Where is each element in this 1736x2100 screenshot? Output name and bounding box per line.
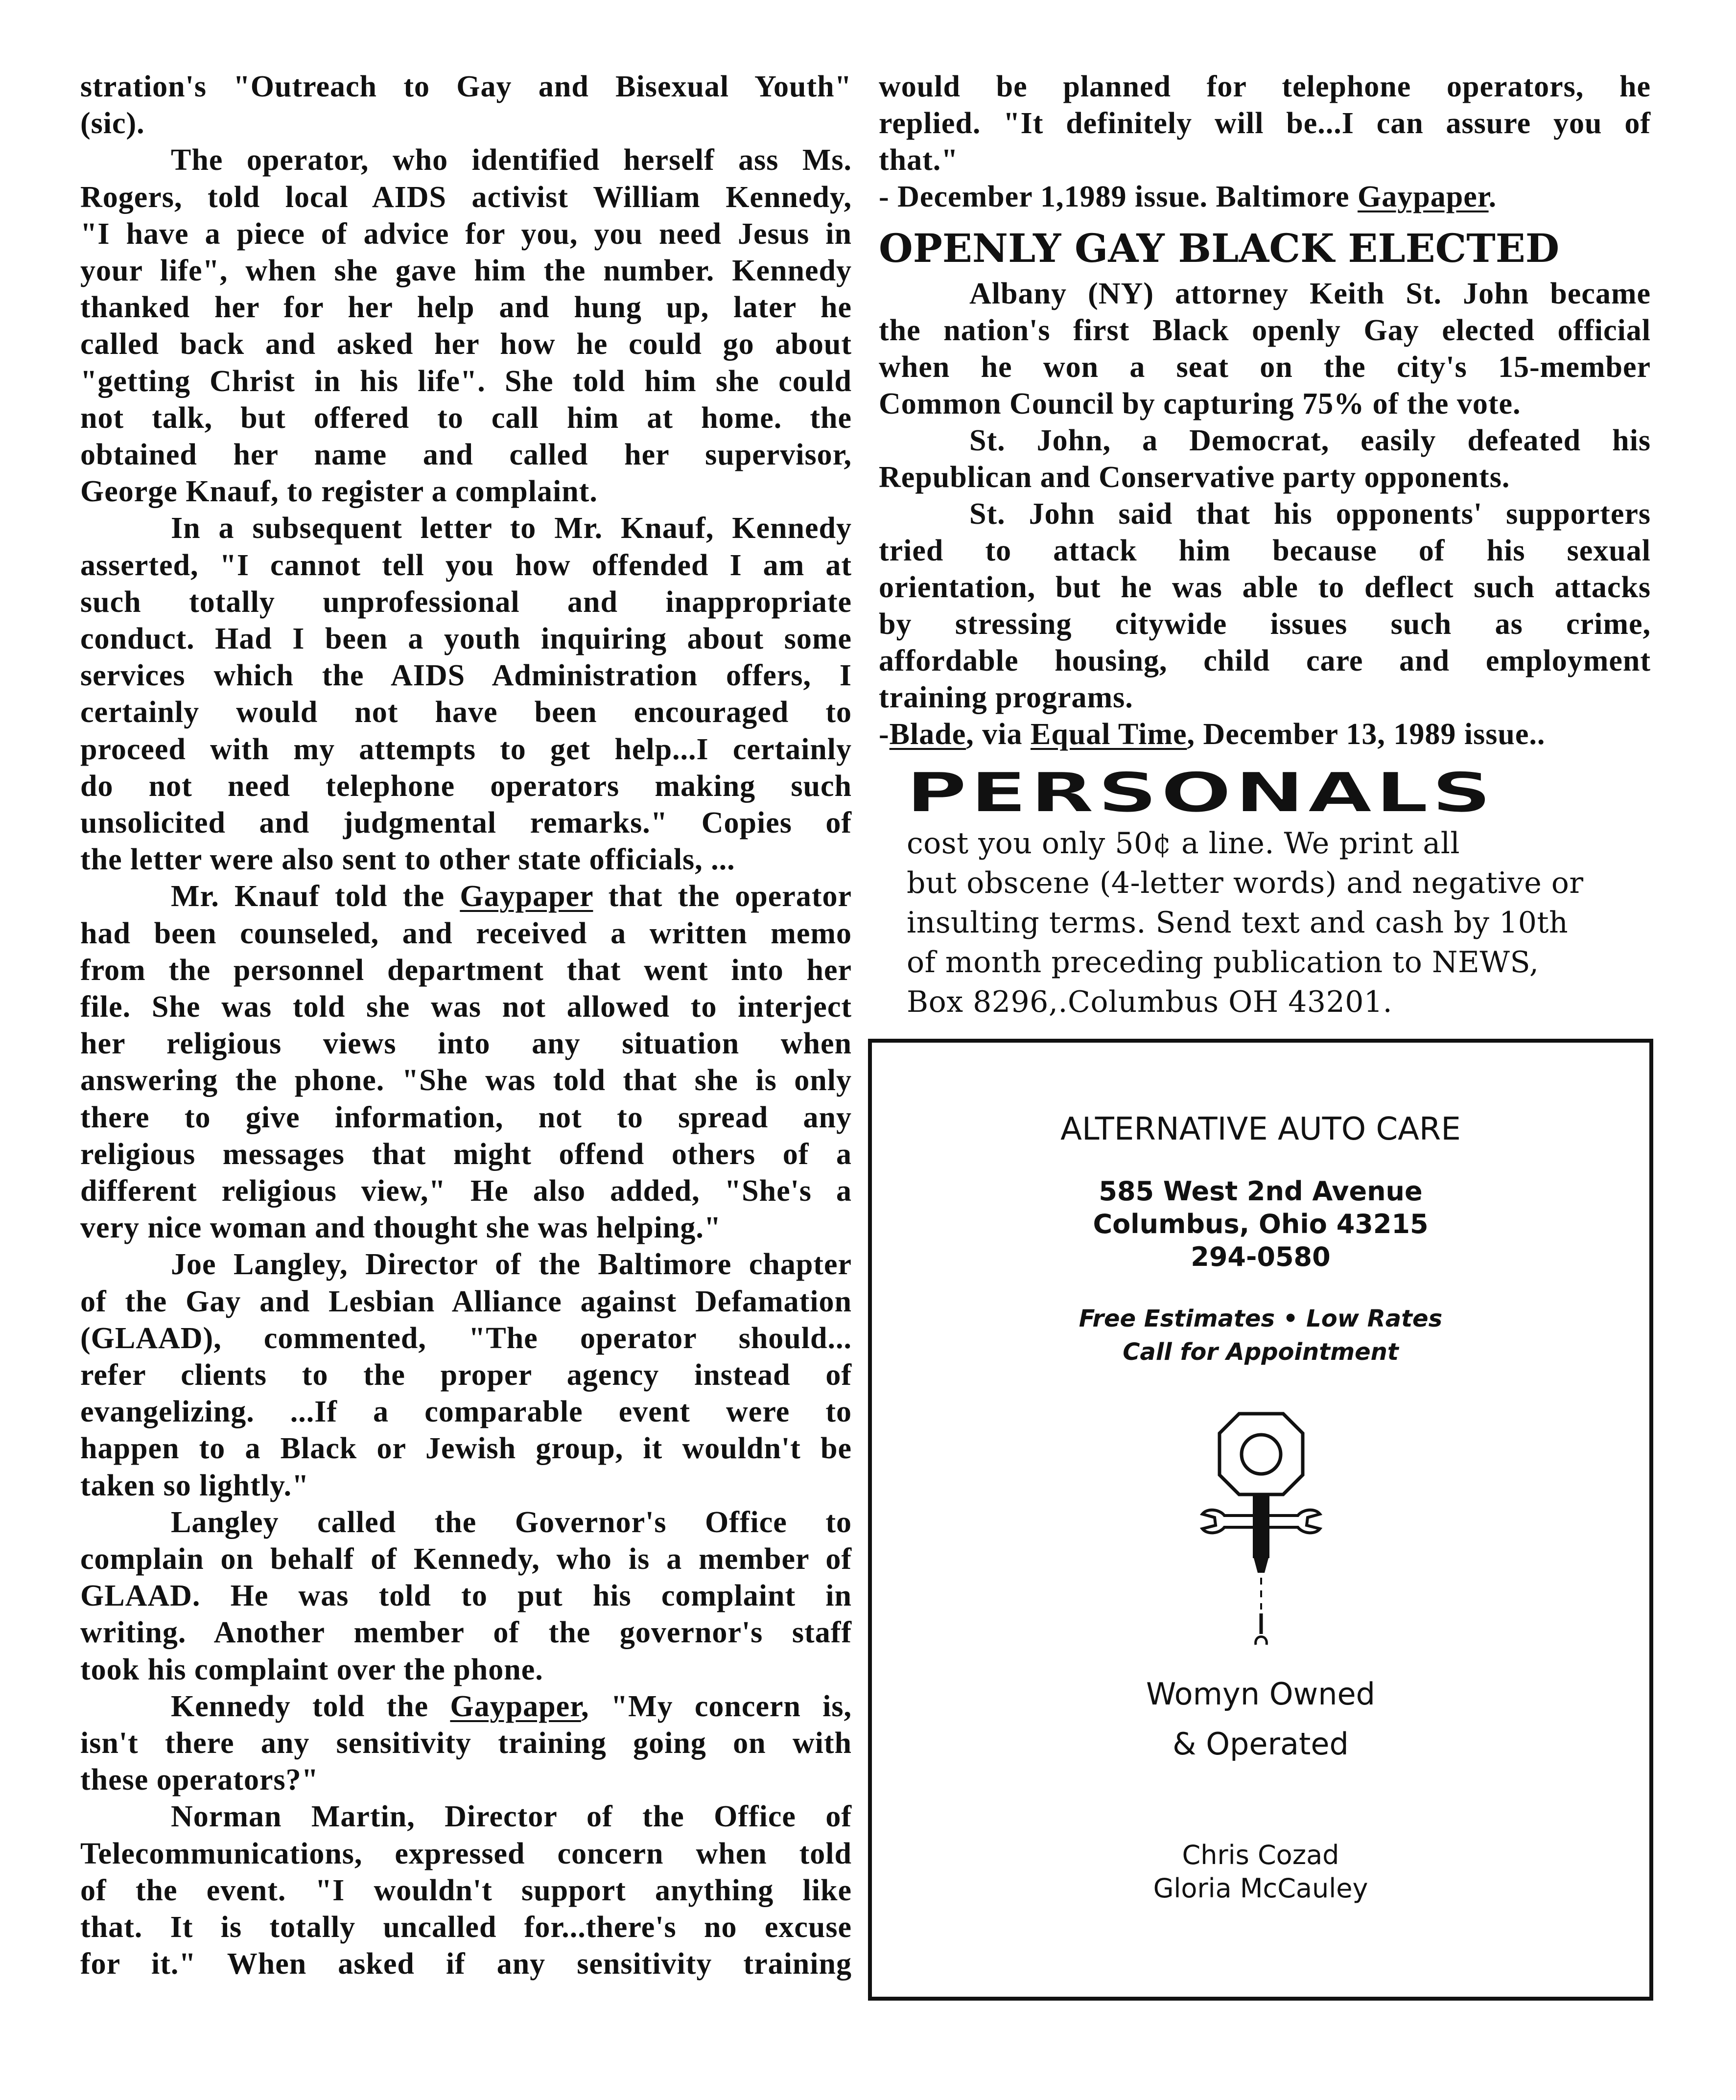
text-line: affordable housing, child care and employment [879,644,1651,677]
text-line: your life", when she gave him the number. Kennedy [80,254,852,287]
text-segment: . [1488,180,1497,213]
text-line: called back and asked her how he could go about [80,327,852,361]
text-line [879,716,1651,753]
text-line: complain on behalf of Kennedy, who is a member of [80,1542,852,1576]
text-line: isn't there any sensitivity training going on with [80,1727,852,1760]
text-line: services which the AIDS Administration offers, I [80,659,852,693]
text-line: stration's "Outreach to Gay and Bisexual Youth" [80,70,852,103]
text-segment: - December 1,1989 issue. Baltimore [879,180,1358,213]
publication-name: Blade [889,718,966,751]
text-line: these operators?" [80,1763,319,1797]
text-segment: that the operator [593,880,852,913]
text-line: such totally unprofessional and inappropriate [80,585,852,619]
text-line: tried to attack him because of his sexual [879,534,1651,567]
text-line: George Knauf, to register a complaint. [80,475,598,509]
personals-line: Box 8296,.Columbus OH 43201. [907,985,1393,1019]
headline-openly-gay-black-elected: OPENLY GAY BLACK ELECTED [879,225,1560,271]
text-line: answering the phone. "She was told that she is only [80,1064,852,1097]
personals-text [907,824,1584,1022]
text-line: obtained her name and called her supervisor, [80,438,852,471]
text-line: (sic). [80,107,145,140]
text-line: from the personnel department that went into her [80,953,852,987]
text-line: Joe Langley, Director of the Baltimore chapter [171,1248,852,1282]
text-line: for it." When asked if any sensitivity training [80,1947,852,1981]
text-line: do not need telephone operators making such [80,769,852,803]
text-line: would be planned for telephone operators, he [879,70,1651,103]
auto-care-advertisement [868,1039,1653,2001]
text-line: In a subsequent letter to Mr. Knauf, Kennedy [171,512,852,545]
text-line: file. She was told she was not allowed to interject [80,990,852,1024]
text-line: orientation, but he was able to deflect such attacks [879,571,1651,604]
text-line: conduct. Had I been a youth inquiring about some [80,622,852,655]
text-line: training programs. [879,681,1133,714]
publication-name: Gaypaper [450,1689,581,1723]
text-segment: - [879,718,890,751]
text-line: different religious view," He also added, "She's a [80,1174,852,1208]
text-line: evangelizing. ...If a comparable event were to [80,1395,852,1429]
personals-line: of month preceding publication to NEWS, [907,945,1539,980]
text-segment: , December 13, 1989 issue.. [1187,718,1546,751]
ad-address-street: 585 West 2nd Avenue [1099,1176,1423,1207]
text-line: of the event. "I wouldn't support anything like [80,1873,852,1907]
text-line: had been counseled, and received a written memo [80,916,852,950]
text-line: certainly would not have been encouraged to [80,696,852,729]
text-line: Norman Martin, Director of the Office of [171,1800,852,1834]
text-line [80,878,852,915]
text-line: Republican and Conservative party opponents. [879,461,1510,494]
text-line: not talk, but offered to call him at home. the [80,401,852,435]
text-line: Telecommunications, expressed concern when told [80,1837,852,1870]
text-line: (GLAAD), commented, "The operator should... [80,1321,852,1355]
text-segment: , "My concern is, [581,1689,852,1723]
text-line: her religious views into any situation when [80,1027,852,1061]
ad-owner-name: Chris Cozad [1182,1840,1339,1870]
ad-phone: 294-0580 [1191,1241,1331,1272]
text-line: by stressing citywide issues such as crime, [879,607,1651,641]
venus-wrench-icon [1195,1404,1327,1649]
ad-address-city: Columbus, Ohio 43215 [1093,1209,1429,1239]
text-line: writing. Another member of the governor's staff [80,1616,852,1650]
text-segment: Kennedy told the [171,1689,450,1723]
personals-line: insulting terms. Send text and cash by 10th [907,906,1569,940]
ad-owner-name: Gloria McCauley [1153,1873,1368,1904]
text-line [879,179,1651,215]
text-line: GLAAD. He was told to put his complaint in [80,1579,852,1613]
text-line: Common Council by capturing 75% of the vote. [879,387,1521,420]
text-line: proceed with my attempts to get help...I certainly [80,732,852,766]
text-line [80,1688,852,1725]
text-line: happen to a Black or Jewish group, it wouldn't be [80,1432,852,1466]
text-line: Langley called the Governor's Office to [171,1505,852,1539]
text-line: asserted, "I cannot tell you how offended I am at [80,548,852,582]
text-line: took his complaint over the phone. [80,1653,543,1686]
personals-line: cost you only 50¢ a line. We print all [907,826,1460,861]
text-line: taken so lightly." [80,1469,309,1502]
text-line: St. John, a Democrat, easily defeated his [969,424,1651,457]
text-line: the letter were also sent to other state officials, ... [80,843,735,877]
text-line: very nice woman and thought she was helping." [80,1211,722,1245]
text-line: the nation's first Black openly Gay elected official [879,314,1651,347]
text-line: when he won a seat on the city's 15-member [879,350,1651,384]
text-line: "I have a piece of advice for you, you need Jesus in [80,217,852,251]
text-line: replied. "It definitely will be...I can assure you of [879,107,1651,140]
ad-ownership: Womyn Owned [1146,1676,1375,1712]
text-segment: Mr. Knauf told the [171,880,460,913]
ad-tagline: Free Estimates • Low Rates [1079,1305,1443,1332]
text-line: that." [879,143,959,177]
ad-ownership: & Operated [1173,1726,1349,1762]
ad-business-name: ALTERNATIVE AUTO CARE [1060,1111,1461,1147]
text-line: Albany (NY) attorney Keith St. John became [969,277,1651,310]
text-line: that. It is totally uncalled for...there's no excuse [80,1911,852,1944]
text-segment: , via [966,718,1031,751]
publication-name: Gaypaper [460,880,593,913]
text-line: Rogers, told local AIDS activist William Kennedy, [80,180,852,214]
text-line: "getting Christ in his life". She told him she could [80,364,852,398]
personals-logo: PERSONALS [906,760,1495,825]
text-line: thanked her for her help and hung up, later he [80,291,852,325]
text-line: The operator, who identified herself ass Ms. [171,143,852,177]
text-line: refer clients to the proper agency instead of [80,1358,852,1392]
text-line: St. John said that his opponents' supporters [969,497,1651,531]
text-line: unsolicited and judgmental remarks." Copies of [80,806,852,840]
ad-tagline: Call for Appointment [1123,1338,1399,1366]
publication-name: Gaypaper [1358,180,1489,213]
text-line: there to give information, not to spread any [80,1100,852,1134]
publication-name: Equal Time [1030,718,1187,751]
text-line: of the Gay and Lesbian Alliance against Defamation [80,1284,852,1318]
text-line: religious messages that might offend others of a [80,1137,852,1171]
personals-line: but obscene (4-letter words) and negative or [907,866,1584,900]
